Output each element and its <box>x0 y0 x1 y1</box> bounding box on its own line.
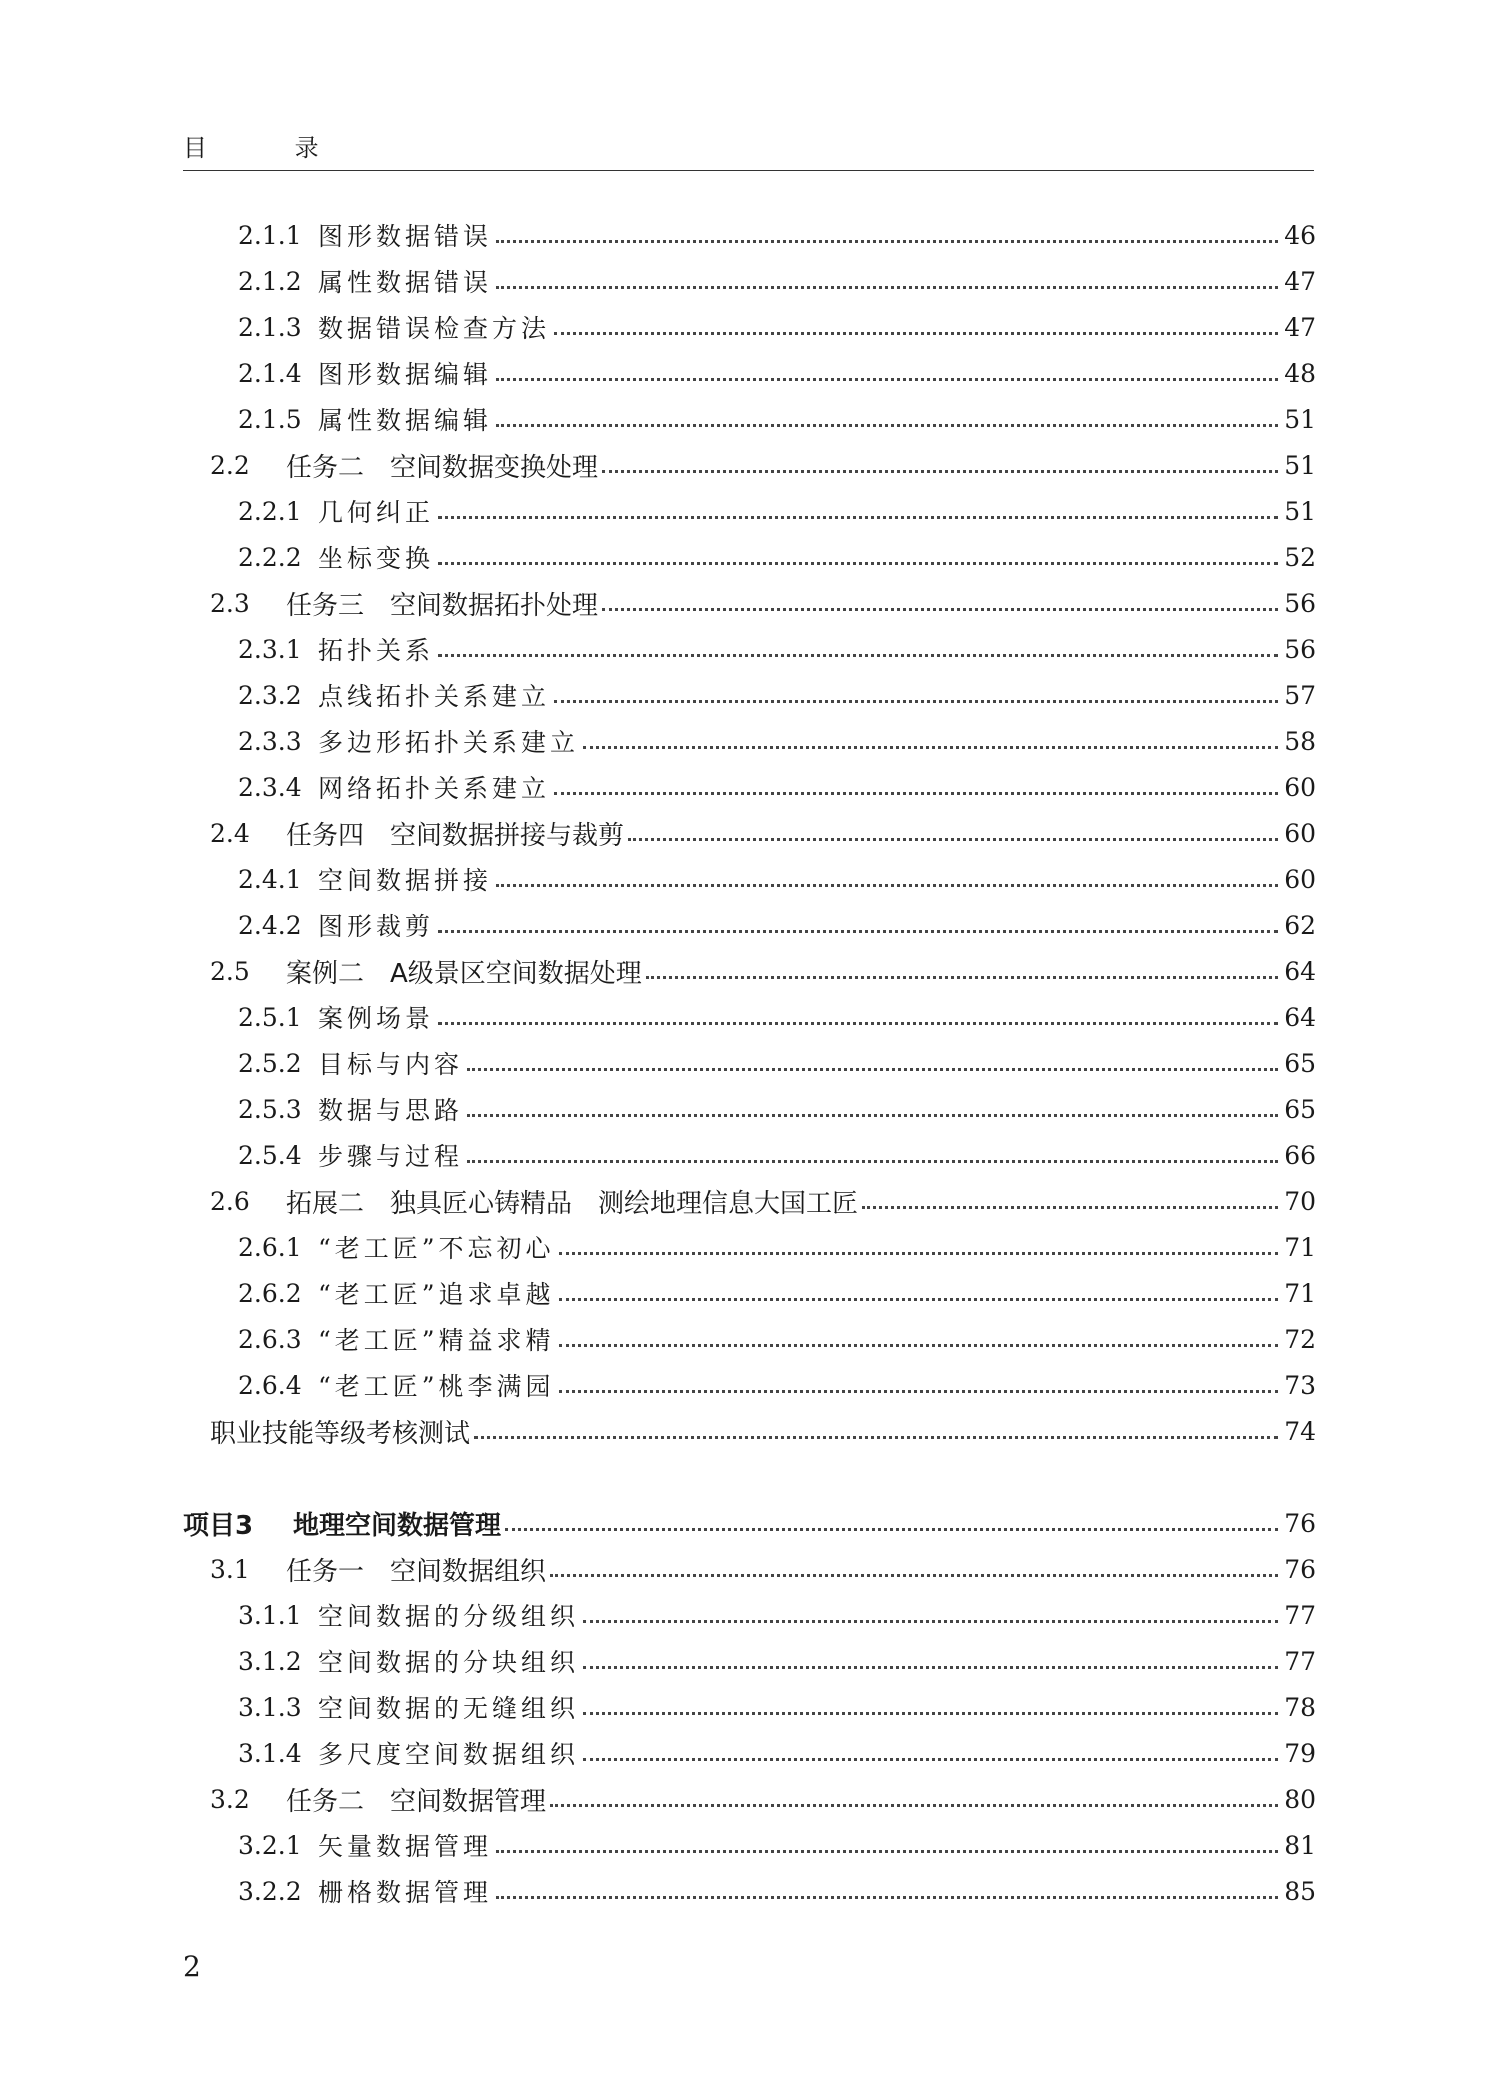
toc-entry-number: 2.6.2 <box>238 1278 302 1308</box>
dot-leader <box>496 424 1278 427</box>
toc-entry-page: 51 <box>1284 404 1316 434</box>
toc-entry[interactable] <box>0 1316 1505 1362</box>
toc-entry-title: 案例二 A级景区空间数据处理 <box>286 958 642 989</box>
toc-entry-page: 64 <box>1284 956 1316 986</box>
toc-entry-title: 空间数据的分级组织 <box>318 1602 580 1631</box>
toc-entry-number: 2.6.4 <box>238 1370 302 1400</box>
toc-entry-title: “老工匠”精益求精 <box>318 1326 555 1355</box>
dot-leader <box>550 1574 1278 1577</box>
toc-entry[interactable] <box>0 534 1505 580</box>
dot-leader <box>496 378 1278 381</box>
toc-entry-title: 步骤与过程 <box>318 1142 464 1171</box>
toc-entry[interactable] <box>0 1224 1505 1270</box>
toc-entry-title: 数据错误检查方法 <box>318 314 551 343</box>
dot-leader <box>496 1850 1278 1853</box>
toc-entry[interactable] <box>0 1500 1505 1546</box>
toc-entry[interactable] <box>0 258 1505 304</box>
toc-entry[interactable] <box>0 1730 1505 1776</box>
toc-entry-title: 任务一 空间数据组织 <box>286 1556 547 1587</box>
toc-entry-number: 2.2.2 <box>238 542 302 572</box>
toc-entry-number: 2.4.2 <box>238 910 302 940</box>
toc-entry-number: 2.3.1 <box>238 634 302 664</box>
toc-entry[interactable] <box>0 1408 1505 1454</box>
toc-entry-page: 73 <box>1284 1370 1316 1400</box>
toc-entry-page: 66 <box>1284 1140 1316 1170</box>
toc-entry-page: 78 <box>1284 1692 1316 1722</box>
toc-entry-title: 空间数据拼接 <box>318 866 493 895</box>
dot-leader <box>583 1620 1278 1623</box>
toc-entry-number: 2.5 <box>210 956 250 986</box>
toc-entry-number: 2.5.2 <box>238 1048 302 1078</box>
toc-entry[interactable] <box>0 1362 1505 1408</box>
toc-entry[interactable] <box>0 212 1505 258</box>
toc-entry-number: 2.6 <box>210 1186 250 1216</box>
dot-leader <box>438 1022 1278 1025</box>
toc-entry-number: 3.2.1 <box>238 1830 302 1860</box>
toc-entry[interactable] <box>0 672 1505 718</box>
toc-entry[interactable] <box>0 1270 1505 1316</box>
toc-entry[interactable] <box>0 396 1505 442</box>
dot-leader <box>496 884 1278 887</box>
toc-entry-page: 47 <box>1284 266 1316 296</box>
toc-entry-number: 3.1.1 <box>238 1600 302 1630</box>
toc-entry-title: 矢量数据管理 <box>318 1832 493 1861</box>
toc-entry-number: 2.2.1 <box>238 496 302 526</box>
dot-leader <box>438 516 1278 519</box>
toc-entry-title: 几何纠正 <box>318 498 435 527</box>
toc-entry-title: 目标与内容 <box>318 1050 464 1079</box>
dot-leader <box>550 1804 1278 1807</box>
toc-entry-title: 图形数据错误 <box>318 222 493 251</box>
toc-entry-number: 2.5.4 <box>238 1140 302 1170</box>
toc-entry-page: 47 <box>1284 312 1316 342</box>
toc-entry[interactable] <box>0 626 1505 672</box>
toc-entry-title: 拓展二 独具匠心铸精品 测绘地理信息大国工匠 <box>286 1188 859 1219</box>
toc-entry-number: 2.5.3 <box>238 1094 302 1124</box>
toc-entry-title: 属性数据错误 <box>318 268 493 297</box>
toc-entry-number: 2.1.3 <box>238 312 302 342</box>
toc-entry-title: 多边形拓扑关系建立 <box>318 728 580 757</box>
toc-entry-page: 71 <box>1284 1232 1316 1262</box>
toc-entry-page: 62 <box>1284 910 1316 940</box>
toc-entry[interactable] <box>0 764 1505 810</box>
toc-entry[interactable] <box>0 1546 1505 1592</box>
header-rule <box>183 170 1314 171</box>
running-header-title: 目 录 <box>183 134 359 162</box>
toc-entry-page: 79 <box>1284 1738 1316 1768</box>
toc-entry[interactable] <box>0 902 1505 948</box>
toc-entry-page: 48 <box>1284 358 1316 388</box>
dot-leader <box>438 562 1278 565</box>
toc-entry[interactable] <box>0 1684 1505 1730</box>
toc-entry-page: 77 <box>1284 1646 1316 1676</box>
dot-leader <box>583 746 1278 749</box>
toc-entry-title: 属性数据编辑 <box>318 406 493 435</box>
toc-entry-title: 栅格数据管理 <box>318 1878 493 1907</box>
toc-entry-page: 76 <box>1284 1508 1316 1538</box>
dot-leader <box>554 332 1278 335</box>
toc-entry[interactable] <box>0 1132 1505 1178</box>
dot-leader <box>438 930 1278 933</box>
dot-leader <box>554 792 1278 795</box>
toc-entry-number: 2.1.2 <box>238 266 302 296</box>
toc-entry[interactable] <box>0 304 1505 350</box>
dot-leader <box>496 240 1278 243</box>
toc-entry[interactable] <box>0 948 1505 994</box>
toc-entry[interactable] <box>0 580 1505 626</box>
toc-entry-number: 项目3 <box>183 1510 254 1541</box>
toc-entry[interactable] <box>0 994 1505 1040</box>
toc-entry-number: 2.3.3 <box>238 726 302 756</box>
toc-entry-number: 3.2.2 <box>238 1876 302 1906</box>
toc-entry[interactable] <box>0 1040 1505 1086</box>
toc-entry[interactable] <box>0 1086 1505 1132</box>
toc-entry-page: 51 <box>1284 496 1316 526</box>
toc-entry-title: 图形数据编辑 <box>318 360 493 389</box>
toc-entry-title: 拓扑关系 <box>318 636 435 665</box>
toc-entry-number: 2.6.3 <box>238 1324 302 1354</box>
dot-leader <box>438 654 1278 657</box>
toc-entry-title: 网络拓扑关系建立 <box>318 774 551 803</box>
toc-entry-page: 52 <box>1284 542 1316 572</box>
toc-entry-number: 3.1.4 <box>238 1738 302 1768</box>
toc-entry[interactable] <box>0 442 1505 488</box>
dot-leader <box>554 700 1278 703</box>
toc-entry-page: 70 <box>1284 1186 1316 1216</box>
dot-leader <box>628 838 1278 841</box>
toc-entry-title: 职业技能等级考核测试 <box>210 1418 471 1449</box>
toc-entry-page: 76 <box>1284 1554 1316 1584</box>
dot-leader <box>583 1712 1278 1715</box>
toc-entry[interactable] <box>0 1178 1505 1224</box>
toc-entry[interactable] <box>0 1638 1505 1684</box>
dot-leader <box>583 1758 1278 1761</box>
dot-leader <box>496 1896 1278 1899</box>
toc-entry-number: 3.1.2 <box>238 1646 302 1676</box>
toc-entry-page: 60 <box>1284 864 1316 894</box>
toc-entry-page: 60 <box>1284 772 1316 802</box>
toc-entry-title: 任务三 空间数据拓扑处理 <box>286 590 599 621</box>
dot-leader <box>467 1068 1278 1071</box>
toc-entry-page: 74 <box>1284 1416 1316 1446</box>
toc-entry-page: 71 <box>1284 1278 1316 1308</box>
toc-entry[interactable] <box>0 810 1505 856</box>
toc-entry-page: 85 <box>1284 1876 1316 1906</box>
toc-entry-page: 58 <box>1284 726 1316 756</box>
toc-entry-title: 点线拓扑关系建立 <box>318 682 551 711</box>
toc-entry[interactable] <box>0 856 1505 902</box>
toc-entry-number: 3.1.3 <box>238 1692 302 1722</box>
toc-entry[interactable] <box>0 1776 1505 1822</box>
toc-entry-page: 72 <box>1284 1324 1316 1354</box>
toc-entry[interactable] <box>0 1822 1505 1868</box>
dot-leader <box>559 1390 1279 1393</box>
dot-leader <box>602 470 1278 473</box>
page-number: 2 <box>183 1950 201 1983</box>
toc-entry[interactable] <box>0 350 1505 396</box>
dot-leader <box>602 608 1278 611</box>
toc-entry-page: 56 <box>1284 588 1316 618</box>
dot-leader <box>583 1666 1278 1669</box>
toc-entry-page: 56 <box>1284 634 1316 664</box>
toc-entry-title: 任务二 空间数据管理 <box>286 1786 547 1817</box>
toc-entry-number: 2.3.4 <box>238 772 302 802</box>
toc-entry-number: 2.1.1 <box>238 220 302 250</box>
toc-entry-title: 坐标变换 <box>318 544 435 573</box>
toc-entry-number: 2.1.4 <box>238 358 302 388</box>
toc-entry-page: 65 <box>1284 1094 1316 1124</box>
toc-entry-page: 65 <box>1284 1048 1316 1078</box>
toc-entry-page: 77 <box>1284 1600 1316 1630</box>
toc-entry-title: “老工匠”桃李满园 <box>318 1372 555 1401</box>
toc-entry-number: 2.5.1 <box>238 1002 302 1032</box>
toc-entry-number: 2.3 <box>210 588 250 618</box>
toc-entry-number: 2.3.2 <box>238 680 302 710</box>
toc-entry-number: 3.1 <box>210 1554 250 1584</box>
toc-entry-page: 51 <box>1284 450 1316 480</box>
toc-entry-page: 81 <box>1284 1830 1316 1860</box>
toc-entry-number: 3.2 <box>210 1784 250 1814</box>
toc-entry-title: 多尺度空间数据组织 <box>318 1740 580 1769</box>
toc-entry-title: 图形裁剪 <box>318 912 435 941</box>
toc-entry-page: 57 <box>1284 680 1316 710</box>
toc-entry-title: 空间数据的无缝组织 <box>318 1694 580 1723</box>
toc-entry-title: 空间数据的分块组织 <box>318 1648 580 1677</box>
toc-entry-title: “老工匠”追求卓越 <box>318 1280 555 1309</box>
toc-entry-title: 任务二 空间数据变换处理 <box>286 452 599 483</box>
toc-entry-page: 46 <box>1284 220 1316 250</box>
toc-entry-page: 60 <box>1284 818 1316 848</box>
toc-entry-title: 数据与思路 <box>318 1096 464 1125</box>
toc-entry-title: 任务四 空间数据拼接与裁剪 <box>286 820 625 851</box>
dot-leader <box>496 286 1278 289</box>
toc-entry-number: 2.2 <box>210 450 250 480</box>
dot-leader <box>559 1344 1279 1347</box>
toc-entry[interactable] <box>0 488 1505 534</box>
toc-entry[interactable] <box>0 1592 1505 1638</box>
dot-leader <box>505 1528 1278 1531</box>
toc-entry-page: 80 <box>1284 1784 1316 1814</box>
toc-entry-title: 地理空间数据管理 <box>293 1510 502 1541</box>
dot-leader <box>559 1252 1279 1255</box>
toc-entry-number: 2.4.1 <box>238 864 302 894</box>
toc-entry-number: 2.1.5 <box>238 404 302 434</box>
toc-entry-title: “老工匠”不忘初心 <box>318 1234 555 1263</box>
toc-entry-number: 2.4 <box>210 818 250 848</box>
toc-entry[interactable] <box>0 718 1505 764</box>
dot-leader <box>862 1206 1278 1209</box>
dot-leader <box>467 1160 1278 1163</box>
dot-leader <box>467 1114 1278 1117</box>
toc-entry-title: 案例场景 <box>318 1004 435 1033</box>
toc-entry-page: 64 <box>1284 1002 1316 1032</box>
dot-leader <box>646 976 1278 979</box>
toc-entry-number: 2.6.1 <box>238 1232 302 1262</box>
dot-leader <box>559 1298 1279 1301</box>
dot-leader <box>474 1436 1278 1439</box>
toc-entry[interactable] <box>0 1868 1505 1914</box>
